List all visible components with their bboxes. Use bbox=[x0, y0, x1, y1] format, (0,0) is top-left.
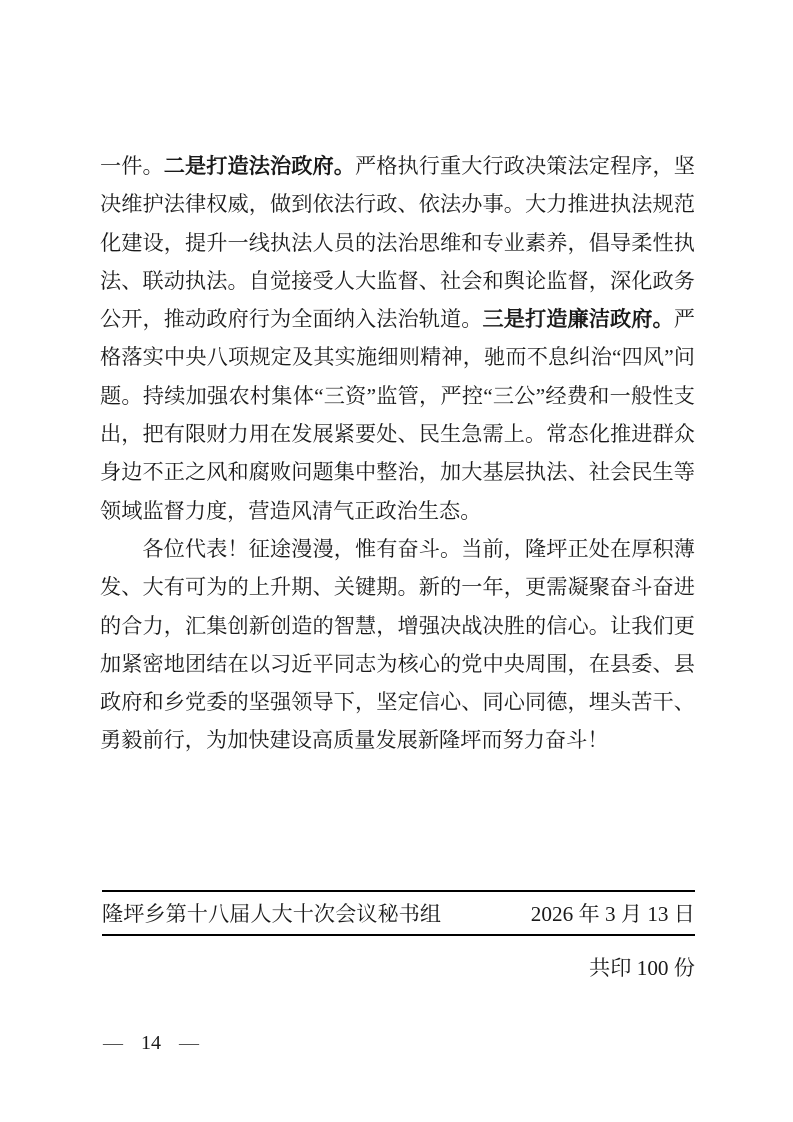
body-paragraph-1 bbox=[100, 147, 695, 530]
signature-block bbox=[102, 890, 695, 982]
print-count: 共印 100 份 bbox=[589, 956, 695, 980]
issuing-organization: 隆坪乡第十八届人大十次会议秘书组 bbox=[102, 902, 442, 926]
page-number-dash-left: — bbox=[103, 1032, 123, 1054]
document-body bbox=[100, 147, 695, 760]
paragraph-1-bold-heading-rule-of-law-government: 二是打造法治政府。 bbox=[163, 154, 356, 178]
page-number bbox=[103, 1032, 199, 1055]
issue-date: 2026 年 3 月 13 日 bbox=[530, 902, 695, 926]
print-count-row bbox=[102, 936, 695, 982]
paragraph-1-segment-3: 严格执行重大行政决策法定程序，坚决维护法律权威，做到依法行政、依法办事。大力推进执法规范化建设，提升一线执法人员的法治思维和专业素养，倡导柔性执法、联动执法。自觉接受人大监督、社会和舆论监督，深化政务公开，推动政府行为全面纳入法治轨道。 bbox=[100, 154, 695, 332]
paragraph-1-segment-5: 严格落实中央八项规定及其实施细则精神，驰而不息纠治“四风”问题。持续加强农村集体“三资”监管，严控“三公”经费和一般性支出，把有限财力用在发展紧要处、民生急需上。常态化推进群众身边不正之风和腐败问题集中整治，加大基层执法、社会民生等领域监督力度，营造风清气正政治生态。 bbox=[100, 307, 695, 523]
page-number-value: 14 bbox=[141, 1032, 161, 1054]
paragraph-1-bold-heading-clean-government: 三是打造廉洁政府。 bbox=[482, 307, 674, 332]
paragraph-2-segment-1: 各位代表！征途漫漫，惟有奋斗。当前，隆坪正处在厚积薄发、大有可为的上升期、关键期。新的一年，更需凝聚奋斗奋进的合力，汇集创新创造的智慧，增强决战决胜的信心。让我们更加紧密地团结在以习近平同志为核心的党中央周围，在县委、县政府和乡党委的坚强领导下，坚定信心、同心同德，埋头苦干、勇毅前行，为加快建设高质量发展新隆坪而努力奋斗！ bbox=[100, 536, 695, 753]
paragraph-1-segment-1: 一件。 bbox=[100, 154, 164, 178]
page-number-dash-right: — bbox=[179, 1032, 199, 1054]
signature-row bbox=[102, 892, 695, 934]
body-paragraph-2 bbox=[100, 530, 695, 760]
